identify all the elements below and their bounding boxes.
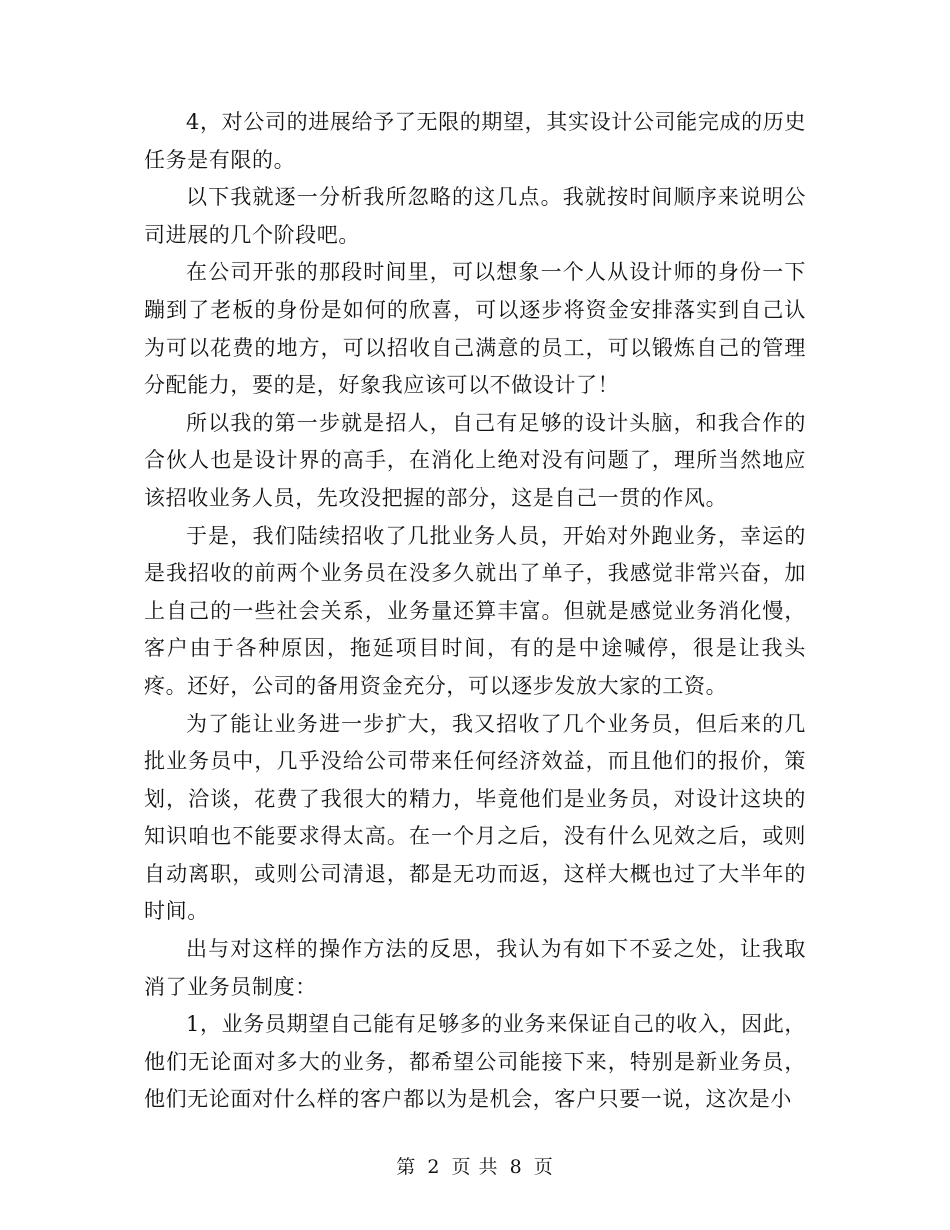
page-number: 2 xyxy=(427,1156,441,1178)
paragraph: 4，对公司的进展给予了无限的期望，其实设计公司能完成的历史任务是有限的。 xyxy=(144,110,806,172)
paragraph: 出与对这样的操作方法的反思，我认为有如下不妥之处，让我取消了业务员制度： xyxy=(144,937,806,999)
page-label-mid: 页 共 xyxy=(451,1156,499,1178)
page-footer xyxy=(0,1152,950,1179)
paragraph: 以下我就逐一分析我所忽略的这几点。我就按时间顺序来说明公司进展的几个阶段吧。 xyxy=(144,185,806,247)
paragraph: 为了能让业务进一步扩大，我又招收了几个业务员，但后来的几批业务员中，几乎没给公司带来任何经济效益，而且他们的报价，策划，洽谈，花费了我很大的精力，毕竟他们是业务员，对设计这块的知识咱也不能要求得太高。在一个月之后，没有什么见效之后，或则自动离职，或则公司清退，都是无功而返，这样大概也过了大半年的时间。 xyxy=(144,711,806,924)
page-label-prefix: 第 xyxy=(396,1156,417,1178)
paragraph: 1，业务员期望自己能有足够多的业务来保证自己的收入，因此，他们无论面对多大的业务，都希望公司能接下来，特别是新业务员，他们无论面对什么样的客户都以为是机会，客户只要一说，这次是小 xyxy=(144,1012,806,1112)
paragraph: 在公司开张的那段时间里，可以想象一个人从设计师的身份一下蹦到了老板的身份是如何的欣喜，可以逐步将资金安排落实到自己认为可以花费的地方，可以招收自己满意的员工，可以锻炼自己的管理分配能力，要的是，好象我应该可以不做设计了！ xyxy=(144,260,806,398)
total-pages: 8 xyxy=(509,1156,523,1178)
page-label-suffix: 页 xyxy=(533,1156,554,1178)
paragraph: 于是，我们陆续招收了几批业务人员，开始对外跑业务，幸运的是我招收的前两个业务员在没多久就出了单子，我感觉非常兴奋，加上自己的一些社会关系，业务量还算丰富。但就是感觉业务消化慢，客户由于各种原因，拖延项目时间，有的是中途喊停，很是让我头疼。还好，公司的备用资金充分，可以逐步发放大家的工资。 xyxy=(144,523,806,698)
document-body xyxy=(144,104,806,1119)
paragraph: 所以我的第一步就是招人，自己有足够的设计头脑，和我合作的合伙人也是设计界的高手，在消化上绝对没有问题了，理所当然地应该招收业务人员，先攻没把握的部分，这是自己一贯的作风。 xyxy=(144,410,806,510)
